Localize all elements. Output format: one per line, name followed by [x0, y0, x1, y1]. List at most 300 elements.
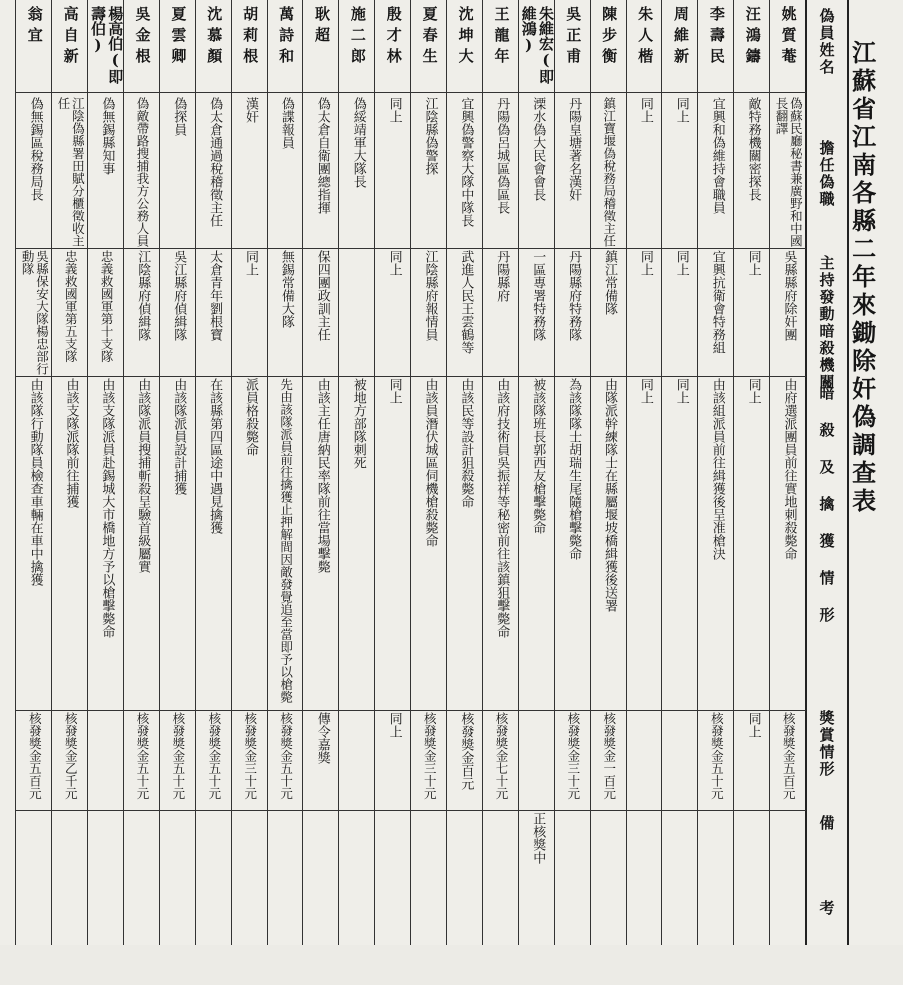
cell-reward	[734, 712, 770, 807]
cell-reward	[555, 712, 591, 807]
cell-reward	[591, 712, 627, 807]
cell-divider	[375, 248, 411, 249]
table-column	[410, 0, 447, 945]
cell-name	[268, 6, 304, 90]
cell-divider	[698, 376, 734, 377]
cell-divider	[196, 710, 232, 711]
cell-name	[627, 6, 663, 90]
cell-divider	[519, 376, 555, 377]
cell-text-process: 由該組派員前往緝獲後呈准槍決	[709, 378, 725, 560]
cell-text-reward: 核發獎金五十元	[709, 712, 725, 800]
cell-divider	[196, 810, 232, 811]
cell-leader	[447, 250, 483, 375]
cell-divider	[16, 376, 52, 377]
cell-text-reward: 同上	[386, 712, 402, 738]
cell-remark	[483, 812, 519, 942]
header-remark: 備考	[817, 815, 836, 985]
cell-divider	[483, 710, 519, 711]
cell-text-leader: 同上	[673, 250, 689, 276]
cell-divider	[160, 92, 196, 93]
cell-divider	[483, 92, 519, 93]
cell-remark	[770, 812, 806, 942]
cell-divider	[447, 710, 483, 711]
cell-divider	[734, 376, 770, 377]
cell-text-name: 胡莉根	[241, 6, 260, 69]
cell-text-leader: 吳江縣府偵緝隊	[171, 250, 187, 341]
cell-divider	[519, 810, 555, 811]
cell-post	[447, 97, 483, 247]
cell-post	[88, 97, 124, 247]
cell-remark	[627, 812, 663, 942]
cell-divider	[375, 376, 411, 377]
cell-text-reward: 核發獎金一百元	[601, 712, 617, 800]
cell-divider	[411, 92, 447, 93]
cell-post	[339, 97, 375, 247]
table-column	[626, 0, 663, 945]
cell-divider	[375, 810, 411, 811]
cell-process	[303, 378, 339, 708]
cell-reward	[232, 712, 268, 807]
table-column	[302, 0, 339, 945]
cell-divider	[734, 810, 770, 811]
cell-process	[375, 378, 411, 708]
cell-reward	[627, 712, 663, 807]
cell-reward	[52, 712, 88, 807]
table-column	[87, 0, 124, 945]
cell-text-post: 同上	[386, 97, 402, 123]
cell-post	[375, 97, 411, 247]
cell-text-leader: 宜興抗衛會特務組	[709, 250, 725, 354]
cell-divider	[232, 92, 268, 93]
cell-divider	[519, 710, 555, 711]
cell-text-name: 王龍年	[492, 6, 511, 69]
cell-divider	[591, 248, 627, 249]
cell-text-reward: 核發獎金五十元	[278, 712, 294, 800]
cell-name	[662, 6, 698, 90]
cell-text-post: 漢奸	[243, 97, 258, 123]
cell-process	[698, 378, 734, 708]
cell-divider	[662, 248, 698, 249]
table-column	[51, 0, 88, 945]
cell-leader	[627, 250, 663, 375]
cell-divider	[591, 92, 627, 93]
cell-post	[196, 97, 232, 247]
cell-leader	[124, 250, 160, 375]
cell-divider	[555, 92, 591, 93]
table-column	[446, 0, 483, 945]
cell-text-leader: 江陰縣府報情員	[422, 250, 438, 341]
cell-text-leader: 保四團政訓主任	[314, 250, 330, 341]
cell-process	[519, 378, 555, 708]
cell-text-name: 萬詩和	[277, 6, 296, 69]
table-column	[697, 0, 734, 945]
cell-divider	[698, 92, 734, 93]
cell-reward	[375, 712, 411, 807]
cell-text-post: 鎮江寶堰偽稅務局稽徵主任	[601, 97, 617, 247]
cell-name	[196, 6, 232, 90]
cell-divider	[124, 810, 160, 811]
cell-text-process: 由該主任唐納民率隊前往當場擊斃	[314, 378, 330, 573]
cell-text-leader: 同上	[243, 250, 258, 276]
cell-divider	[411, 376, 447, 377]
cell-divider	[698, 810, 734, 811]
cell-reward	[447, 712, 483, 807]
cell-text-reward: 核發獎金五十元	[206, 712, 222, 800]
cell-remark	[16, 812, 52, 942]
cell-name	[52, 6, 88, 90]
cell-process	[232, 378, 268, 708]
cell-leader	[52, 250, 88, 375]
cell-divider	[770, 710, 806, 711]
cell-divider	[232, 710, 268, 711]
cell-text-leader: 吳縣保安大隊楊忠部行動隊	[20, 250, 50, 375]
cell-process	[160, 378, 196, 708]
cell-process	[16, 378, 52, 708]
cell-text-name: 沈坤大	[456, 6, 475, 69]
cell-divider	[483, 810, 519, 811]
cell-remark	[447, 812, 483, 942]
cell-reward	[519, 712, 555, 807]
cell-divider	[303, 92, 339, 93]
cell-process	[52, 378, 88, 708]
cell-divider	[447, 248, 483, 249]
cell-text-leader: 鎮江常備隊	[602, 250, 617, 315]
cell-text-leader: 同上	[745, 250, 761, 276]
cell-divider	[555, 810, 591, 811]
cell-text-process: 由該支隊派隊前往捕獲	[63, 378, 79, 508]
cell-divider	[591, 810, 627, 811]
cell-divider	[196, 376, 232, 377]
cell-divider	[303, 248, 339, 249]
cell-process	[734, 378, 770, 708]
cell-remark	[268, 812, 304, 942]
cell-text-reward: 核發獎金五十元	[135, 712, 151, 800]
cell-reward	[303, 712, 339, 807]
cell-reward	[339, 712, 375, 807]
cell-text-leader: 丹陽縣府特務隊	[566, 250, 582, 341]
cell-text-name: 吳金根	[133, 6, 152, 69]
cell-text-post: 丹陽皇塘著名漢奸	[566, 97, 582, 201]
cell-text-reward: 核發獎金五百元	[27, 712, 43, 800]
cell-remark	[88, 812, 124, 942]
cell-divider	[339, 810, 375, 811]
cell-post	[232, 97, 268, 247]
cell-text-name: 楊高伯(即壽伯)	[88, 6, 125, 84]
cell-text-reward: 核發獎金七十元	[494, 712, 510, 800]
cell-name	[124, 6, 160, 90]
cell-process	[591, 378, 627, 708]
cell-divider	[411, 248, 447, 249]
cell-leader	[160, 250, 196, 375]
cell-text-post: 敵特務機關密探長	[745, 97, 761, 201]
cell-text-name: 殷才林	[384, 6, 403, 69]
cell-post	[52, 97, 88, 247]
cell-divider	[411, 710, 447, 711]
cell-text-name: 夏春生	[420, 6, 439, 69]
header-post: 擔任偽職	[817, 140, 836, 208]
cell-divider	[734, 248, 770, 249]
cell-text-leader: 太倉青年劉根寶	[207, 250, 223, 341]
cell-post	[627, 97, 663, 247]
cell-reward	[124, 712, 160, 807]
cell-divider	[734, 92, 770, 93]
cell-post	[591, 97, 627, 247]
cell-reward	[160, 712, 196, 807]
cell-reward	[770, 712, 806, 807]
cell-name	[16, 6, 52, 90]
cell-divider	[627, 810, 663, 811]
cell-name	[88, 6, 124, 90]
cell-text-post: 溧水偽大民會會長	[530, 97, 546, 201]
header-column	[805, 0, 849, 985]
cell-text-process: 由該隊派員設計捕獲	[171, 378, 187, 495]
cell-divider	[232, 376, 268, 377]
table-column	[338, 0, 375, 945]
cell-text-process: 由該隊派員搜捕斬殺呈驗首級屬實	[135, 378, 151, 573]
cell-remark	[232, 812, 268, 942]
cell-text-post: 偽太倉自衛團總指揮	[314, 97, 330, 214]
cell-text-reward: 核發獎金五十元	[170, 712, 186, 800]
cell-reward	[698, 712, 734, 807]
cell-text-name: 朱人楷	[636, 6, 655, 69]
cell-divider	[124, 92, 160, 93]
cell-divider	[124, 376, 160, 377]
table-column	[661, 0, 698, 945]
cell-divider	[303, 710, 339, 711]
cell-process	[196, 378, 232, 708]
cell-text-leader: 無錫常備大隊	[278, 250, 294, 328]
cell-text-process: 被該隊班長郭西友槍擊斃命	[530, 378, 546, 534]
cell-text-post: 偽蘇民廳秘書兼廣野和中國長翻譯	[774, 97, 804, 247]
cell-text-post: 偽無錫區稅務局長	[27, 97, 43, 201]
cell-leader	[375, 250, 411, 375]
header-leader: 主持發動暗殺機關	[817, 255, 836, 391]
cell-post	[303, 97, 339, 247]
cell-leader	[232, 250, 268, 375]
cell-divider	[627, 376, 663, 377]
cell-divider	[770, 92, 806, 93]
cell-text-remark: 正核獎中	[530, 812, 546, 864]
cell-divider	[196, 92, 232, 93]
cell-text-name: 朱維宏(即維鴻)	[519, 6, 555, 84]
cell-divider	[447, 810, 483, 811]
table-column	[554, 0, 591, 945]
cell-text-process: 同上	[745, 378, 761, 404]
cell-divider	[627, 92, 663, 93]
cell-text-process: 由該員潛伏城區伺機槍殺斃命	[422, 378, 438, 547]
cell-remark	[591, 812, 627, 942]
cell-text-leader: 吳縣縣府除奸團	[781, 250, 797, 341]
cell-divider	[483, 376, 519, 377]
cell-remark	[339, 812, 375, 942]
cell-text-process: 由該民等設計狙殺斃命	[458, 378, 474, 508]
cell-text-post: 同上	[637, 97, 653, 123]
cell-post	[483, 97, 519, 247]
cell-name	[303, 6, 339, 90]
cell-text-leader: 丹陽縣府	[494, 250, 510, 302]
cell-divider	[339, 248, 375, 249]
document-title: 江蘇省江南各縣二年來鋤除奸偽調查表	[847, 40, 877, 516]
cell-text-name: 吳正甫	[564, 6, 583, 69]
cell-divider	[232, 248, 268, 249]
cell-leader	[339, 250, 375, 375]
cell-divider	[447, 92, 483, 93]
cell-text-post: 江陰縣偽警探	[422, 97, 438, 175]
cell-divider	[268, 92, 304, 93]
cell-text-post: 偽綏靖軍大隊長	[350, 97, 366, 188]
cell-text-process: 由隊派幹練隊士在縣屬堰坡橋緝獲後送署	[602, 378, 617, 612]
cell-remark	[160, 812, 196, 942]
cell-post	[411, 97, 447, 247]
cell-text-process: 同上	[673, 378, 689, 404]
cell-text-process: 在該縣第四區途中遇見擒獲	[207, 378, 223, 534]
cell-remark	[196, 812, 232, 942]
cell-divider	[339, 376, 375, 377]
cell-remark	[124, 812, 160, 942]
table-column	[195, 0, 232, 945]
cell-process	[124, 378, 160, 708]
cell-divider	[52, 92, 88, 93]
cell-text-name: 姚質菴	[779, 6, 798, 69]
cell-leader	[770, 250, 806, 375]
cell-divider	[88, 810, 124, 811]
cell-name	[519, 6, 555, 90]
cell-leader	[16, 250, 52, 375]
cell-text-process: 派員格殺斃命	[243, 378, 258, 456]
cell-divider	[519, 248, 555, 249]
cell-reward	[662, 712, 698, 807]
cell-remark	[662, 812, 698, 942]
cell-divider	[303, 810, 339, 811]
cell-divider	[662, 92, 698, 93]
cell-text-process: 由該隊行動隊員檢查車輛在車中擒獲	[27, 378, 43, 586]
cell-divider	[375, 710, 411, 711]
table-column	[482, 0, 519, 945]
header-process: 暗殺及擒獲情形	[817, 385, 836, 644]
cell-remark	[411, 812, 447, 942]
cell-text-post: 宜興和偽維持會職員	[709, 97, 725, 214]
cell-divider	[232, 810, 268, 811]
cell-leader	[196, 250, 232, 375]
cell-text-reward: 核發獎金乙千元	[63, 712, 79, 800]
cell-divider	[770, 248, 806, 249]
cell-process	[339, 378, 375, 708]
cell-divider	[339, 92, 375, 93]
cell-post	[16, 97, 52, 247]
cell-text-leader: 武進人民王雲鶴等	[458, 250, 474, 354]
cell-text-name: 施二郎	[348, 6, 367, 69]
cell-divider	[339, 710, 375, 711]
cell-text-leader: 同上	[386, 250, 402, 276]
cell-remark	[303, 812, 339, 942]
table-column	[769, 0, 806, 945]
cell-text-name: 汪鴻鑄	[743, 6, 762, 69]
cell-process	[447, 378, 483, 708]
cell-text-name: 陳步衡	[600, 6, 619, 69]
cell-divider	[662, 710, 698, 711]
cell-divider	[734, 710, 770, 711]
cell-name	[770, 6, 806, 90]
cell-post	[555, 97, 591, 247]
cell-divider	[698, 248, 734, 249]
cell-text-post: 宜興偽警察大隊中隊長	[458, 97, 474, 227]
cell-remark	[555, 812, 591, 942]
cell-text-process: 同上	[386, 378, 402, 404]
cell-reward	[483, 712, 519, 807]
cell-divider	[411, 810, 447, 811]
cell-divider	[447, 376, 483, 377]
cell-post	[124, 97, 160, 247]
cell-divider	[88, 376, 124, 377]
cell-text-leader: 江陰縣府偵緝隊	[135, 250, 151, 341]
cell-name	[447, 6, 483, 90]
cell-reward	[268, 712, 304, 807]
cell-divider	[627, 248, 663, 249]
cell-text-post: 偽探員	[171, 97, 187, 136]
cell-leader	[591, 250, 627, 375]
cell-text-post: 偽敵帶路搜捕我方公務人員	[135, 97, 151, 247]
cell-remark	[734, 812, 770, 942]
cell-process	[88, 378, 124, 708]
cell-process	[483, 378, 519, 708]
cell-text-leader: 忠義救國軍第五支隊	[63, 250, 79, 363]
cell-text-name: 高自新	[61, 6, 80, 69]
cell-text-process: 為該隊隊士胡瑞生尾隨槍擊斃命	[566, 378, 582, 560]
cell-post	[160, 97, 196, 247]
cell-name	[411, 6, 447, 90]
cell-divider	[627, 710, 663, 711]
cell-divider	[555, 710, 591, 711]
cell-name	[555, 6, 591, 90]
cell-divider	[268, 376, 304, 377]
cell-divider	[770, 810, 806, 811]
table-column	[159, 0, 196, 945]
cell-process	[268, 378, 304, 708]
cell-text-name: 夏雲卿	[169, 6, 188, 69]
cell-divider	[591, 710, 627, 711]
cell-leader	[698, 250, 734, 375]
cell-divider	[124, 248, 160, 249]
cell-leader	[555, 250, 591, 375]
cell-leader	[411, 250, 447, 375]
cell-divider	[52, 376, 88, 377]
cell-name	[339, 6, 375, 90]
cell-divider	[483, 248, 519, 249]
cell-post	[698, 97, 734, 247]
cell-name	[483, 6, 519, 90]
cell-divider	[196, 248, 232, 249]
cell-text-process: 由府選派團員前往實地刺殺斃命	[781, 378, 797, 560]
cell-text-reward: 核發獎金百元	[458, 712, 474, 790]
cell-divider	[124, 710, 160, 711]
cell-post	[662, 97, 698, 247]
cell-process	[662, 378, 698, 708]
cell-text-post: 同上	[673, 97, 689, 123]
table-column	[590, 0, 627, 945]
table-column	[123, 0, 160, 945]
cell-name	[591, 6, 627, 90]
header-name: 偽員姓名	[817, 8, 836, 76]
cell-leader	[303, 250, 339, 375]
cell-text-process: 先由該隊派員前往擒獲止押解間因敵發覺追至當即予以槍斃	[278, 378, 294, 703]
cell-text-name: 李壽民	[707, 6, 726, 69]
cell-leader	[268, 250, 304, 375]
cell-text-post: 偽太倉通過稅稽徵主任	[207, 97, 223, 227]
cell-text-leader: 同上	[637, 250, 653, 276]
cell-divider	[52, 810, 88, 811]
cell-name	[232, 6, 268, 90]
cell-reward	[88, 712, 124, 807]
